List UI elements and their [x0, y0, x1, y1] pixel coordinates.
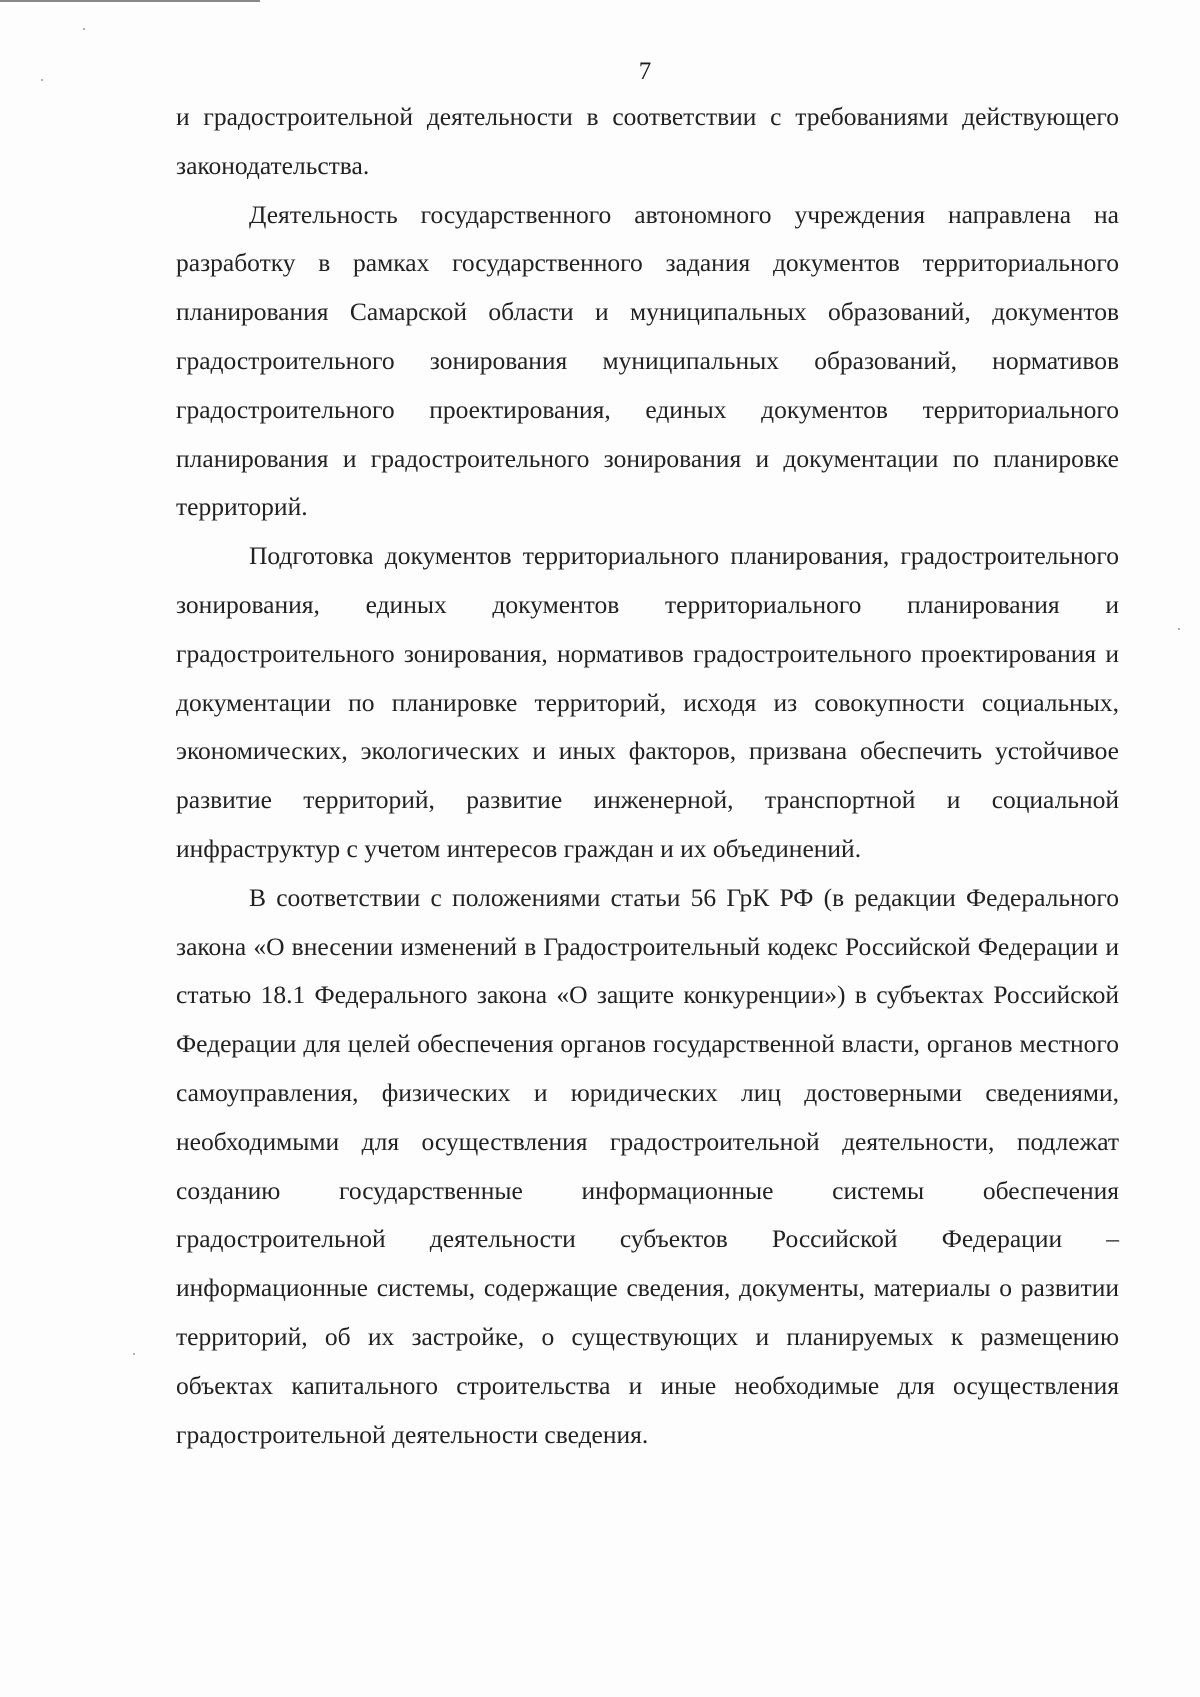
paragraph-information-systems: В соответствии с положениями статьи 56 ГрК РФ (в редакции Федерального закона «О внесении изменений в Градостроительный кодекс Российской Федерации и статью 18.1 Федерального закона «О защите конкуренции») в субъектах Российской Федерации для целей обеспечения органов государственной власти, органов местного самоуправления, физических и юридических лиц достоверными сведениями, необходимыми для осуществления градостроительной деятельности, подлежат созданию государственные информационные системы обеспечения градостроительной деятельности субъектов Российской Федерации – информационные системы, содержащие сведения, документы, материалы о развитии территорий, об их застройке, о существующих и планируемых к размещению объектах капитального строительства и иные необходимые для осуществления градостроительной деятельности сведения. — [176, 882, 1119, 1449]
page-number: 7 — [638, 58, 652, 85]
paragraph-continuation: и градостроительной деятельности в соответствии с требованиями действующего законодательства. — [176, 102, 1119, 180]
scan-speck — [83, 28, 85, 30]
paragraph-institution-activity: Деятельность государственного автономного учреждения направлена на разработку в рамках государственного задания документов территориального планирования Самарской области и муниципальных образований, документов градостроительного зонирования муниципальных образований, нормативов градостроительного проектирования, единых документов территориального планирования и градостроительного зонирования и документации по планировке территорий. — [176, 199, 1119, 522]
paragraph-document-preparation: Подготовка документов территориального планирования, градостроительного зонирования, единых документов территориального планирования и градостроительного зонирования, нормативов градостроительного проектирования и документации по планировке территорий, исходя из совокупности социальных, экономических, экологических и иных факторов, призвана обеспечить устойчивое развитие территорий, развитие инженерной, транспортной и социальной инфраструктур с учетом интересов граждан и их объединений. — [176, 541, 1119, 863]
scan-edge-line — [0, 0, 260, 2]
scan-speck — [133, 1353, 135, 1355]
scan-speck — [1178, 628, 1180, 630]
document-body — [176, 93, 1119, 1459]
